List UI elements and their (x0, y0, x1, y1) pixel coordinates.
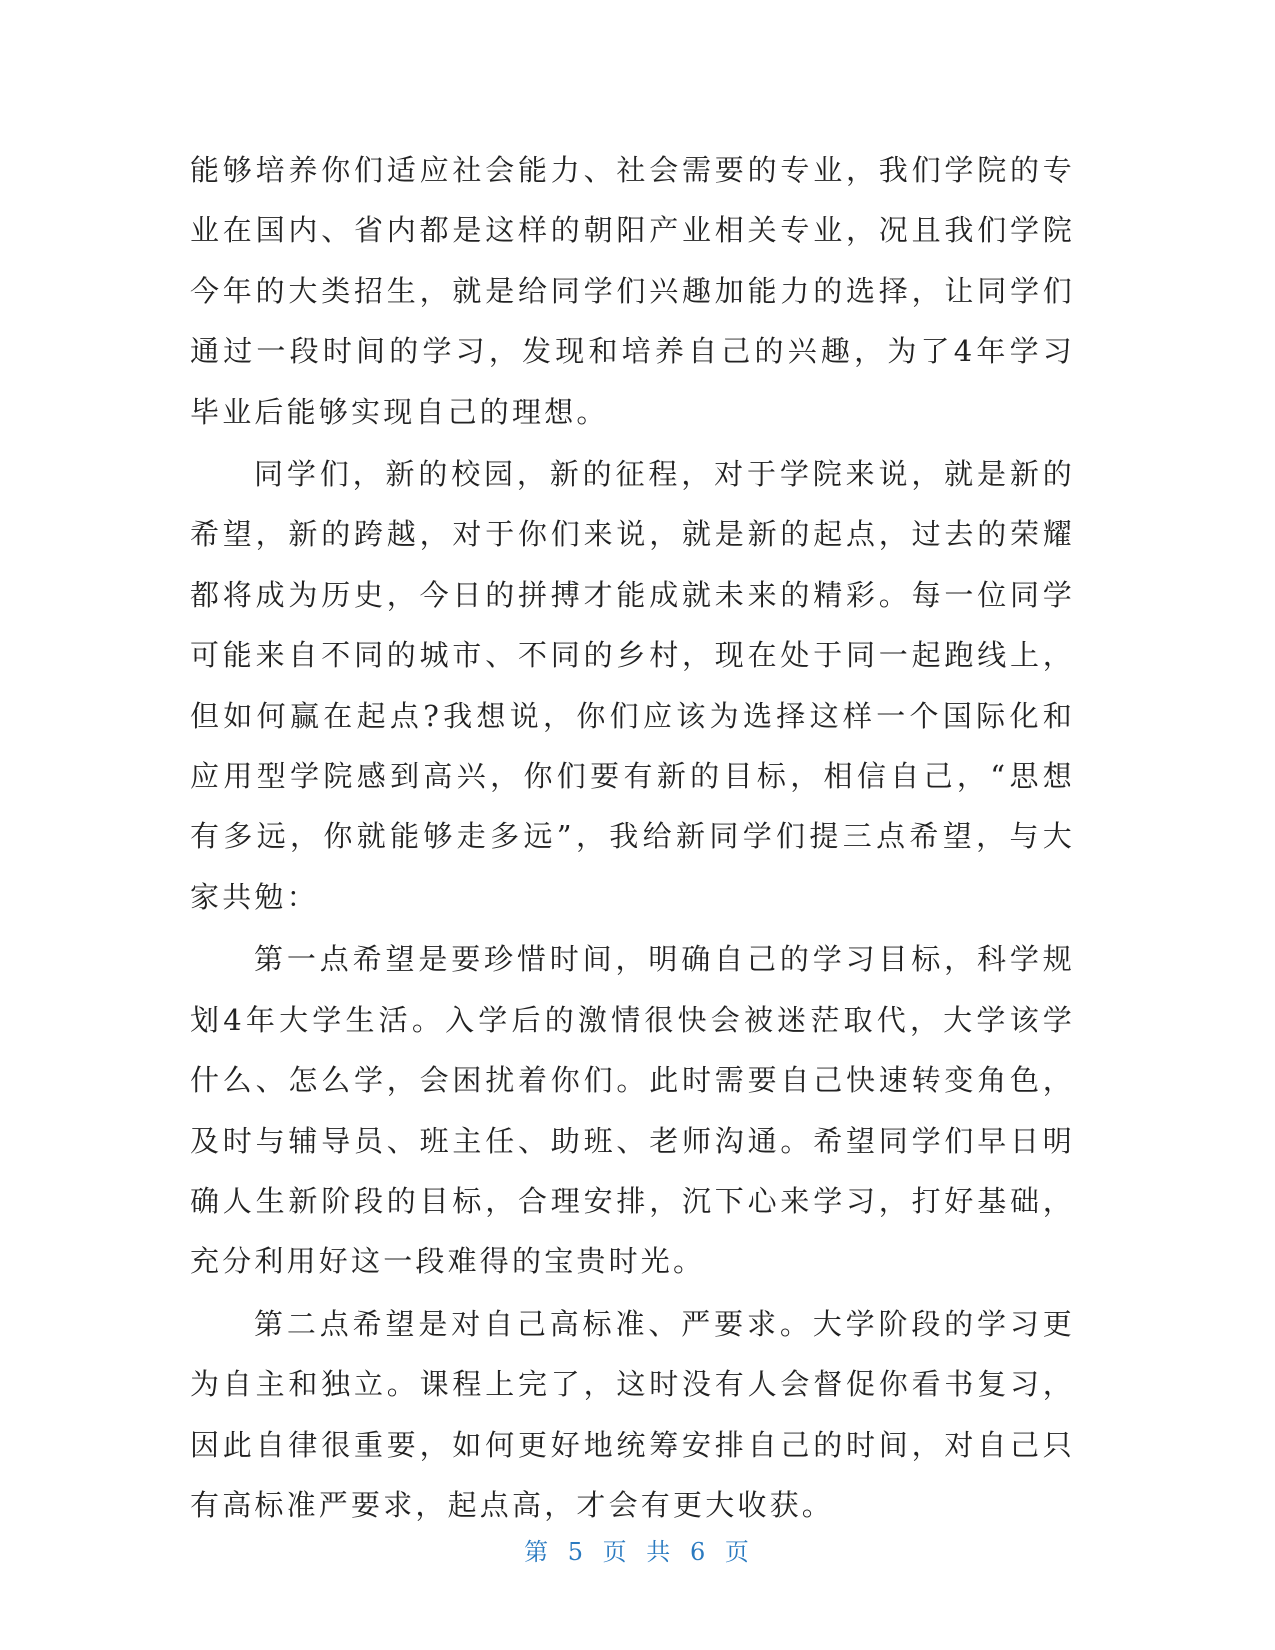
document-body (190, 140, 1075, 1535)
paragraph-3: 第一点希望是要珍惜时间，明确自己的学习目标，科学规划4年大学生活。入学后的激情很快会被迷茫取代，大学该学什么、怎么学，会困扰着你们。此时需要自己快速转变角色，及时与辅导员、班主任、助班、老师沟通。希望同学们早日明确人生新阶段的目标，合理安排，沉下心来学习，打好基础，充分利用好这一段难得的宝贵时光。 (190, 942, 1075, 1279)
paragraph-1: 能够培养你们适应社会能力、社会需要的专业，我们学院的专业在国内、省内都是这样的朝阳产业相关专业，况且我们学院今年的大类招生，就是给同学们兴趣加能力的选择，让同学们通过一段时间的学习，发现和培养自己的兴趣，为了4年学习毕业后能够实现自己的理想。 (190, 153, 1075, 429)
page-footer (0, 1532, 1275, 1567)
paragraph-4: 第二点希望是对自己高标准、严要求。大学阶段的学习更为自主和独立。课程上完了，这时没有人会督促你看书复习，因此自律很重要，如何更好地统筹安排自己的时间，对自己只有高标准严要求，起点高，才会有更大收获。 (190, 1306, 1075, 1522)
paragraph-2: 同学们，新的校园，新的征程，对于学院来说，就是新的希望，新的跨越，对于你们来说，就是新的起点，过去的荣耀都将成为历史，今日的拼搏才能成就未来的精彩。每一位同学可能来自不同的城市、不同的乡村，现在处于同一起跑线上，但如何赢在起点?我想说，你们应该为选择这样一个国际化和应用型学院感到高兴，你们要有新的目标，相信自己，“思想有多远，你就能够走多远”，我给新同学们提三点希望，与大家共勉： (190, 457, 1075, 914)
page-number-label: 第 5 页 共 6 页 (524, 1538, 751, 1566)
